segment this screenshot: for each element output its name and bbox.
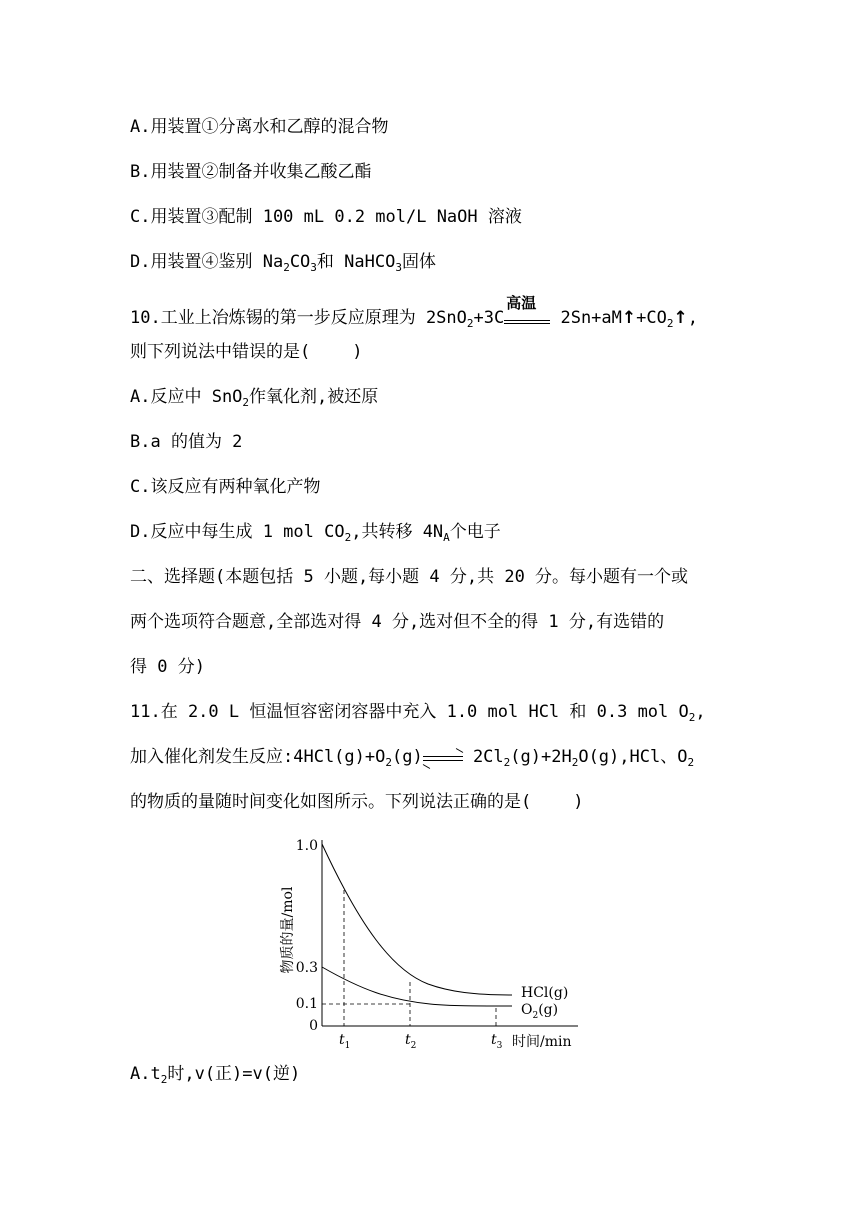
question-11-stem: 11.在 2.0 L 恒温恒容密闭容器中充入 1.0 mol HCl 和 0.3 mol $O_2$,: [130, 702, 706, 724]
x-tick-t1: $t_1$: [339, 1032, 351, 1051]
equilibrium-arrow-icon: [423, 748, 463, 770]
amount-vs-time-chart: [270, 830, 590, 1055]
section-2-heading-cont: 两个选项符合题意,全部选对得 4 分,选对但不全的得 1 分,有选错的: [130, 612, 665, 632]
y-tick-0-1: 0.1: [295, 996, 318, 1012]
y-tick-0: 0: [309, 1018, 318, 1034]
y-tick-1-0: 1.0: [295, 838, 318, 854]
option-d-q9: D.用装置④鉴别 $Na_2CO_3$和 NaHCO$_3$固体: [130, 252, 436, 274]
hcl-label: HCl(g): [521, 985, 569, 1001]
option-c-q9: C.用装置③配制 100 mL 0.2 mol/L NaOH 溶液: [130, 207, 522, 227]
x-axis-label: 时间/min: [512, 1034, 572, 1050]
option-d-q10: D.反应中每生成 1 mol $CO_2$,共转移 $4N_A$个电子: [130, 522, 501, 544]
section-2-heading: 二、选择题(本题包括 5 小题,每小题 4 分,共 20 分。每小题有一个或: [130, 567, 689, 587]
question-10-stem: 10.工业上冶炼锡的第一步反应原理为 2SnO$_2$+3C 高温 $2Sn+aM↑+CO_2↑$,: [130, 294, 698, 330]
question-11-equation: 加入催化剂发生反应$:4HCl(g)+O_2(g)$ $2Cl_2(g)+2H_2O(g),HCl$、$O_2$: [130, 747, 695, 769]
option-a-q10: A.反应中 SnO$_2$作氧化剂,被还原: [130, 387, 379, 409]
o2-curve: [322, 967, 512, 1006]
question-10-stem-cont: 则下列说法中错误的是( ): [130, 342, 363, 362]
y-tick-0-3: 0.3: [295, 960, 318, 976]
section-2-heading-end: 得 0 分): [130, 657, 205, 677]
option-b-q10: B.a 的值为 2: [130, 432, 243, 452]
option-b-q9: B.用装置②制备并收集乙酸乙酯: [130, 162, 372, 182]
option-a-q11: $A.t_2$时,v(正)=v(逆): [130, 1064, 301, 1086]
o2-label: $O_2(g)$: [521, 1002, 559, 1021]
option-c-q10: C.该反应有两种氧化产物: [130, 477, 321, 497]
x-tick-t3: $t_3$: [491, 1032, 503, 1051]
y-axis-label: 物质的量/mol: [280, 886, 296, 974]
option-a-q9: A.用装置①分离水和乙醇的混合物: [130, 117, 389, 137]
reaction-condition: 高温: [504, 309, 550, 331]
question-11-stem-end: 的物质的量随时间变化如图所示。下列说法正确的是( ): [130, 792, 584, 812]
hcl-curve: [322, 844, 512, 995]
x-tick-t2: $t_2$: [405, 1032, 417, 1051]
